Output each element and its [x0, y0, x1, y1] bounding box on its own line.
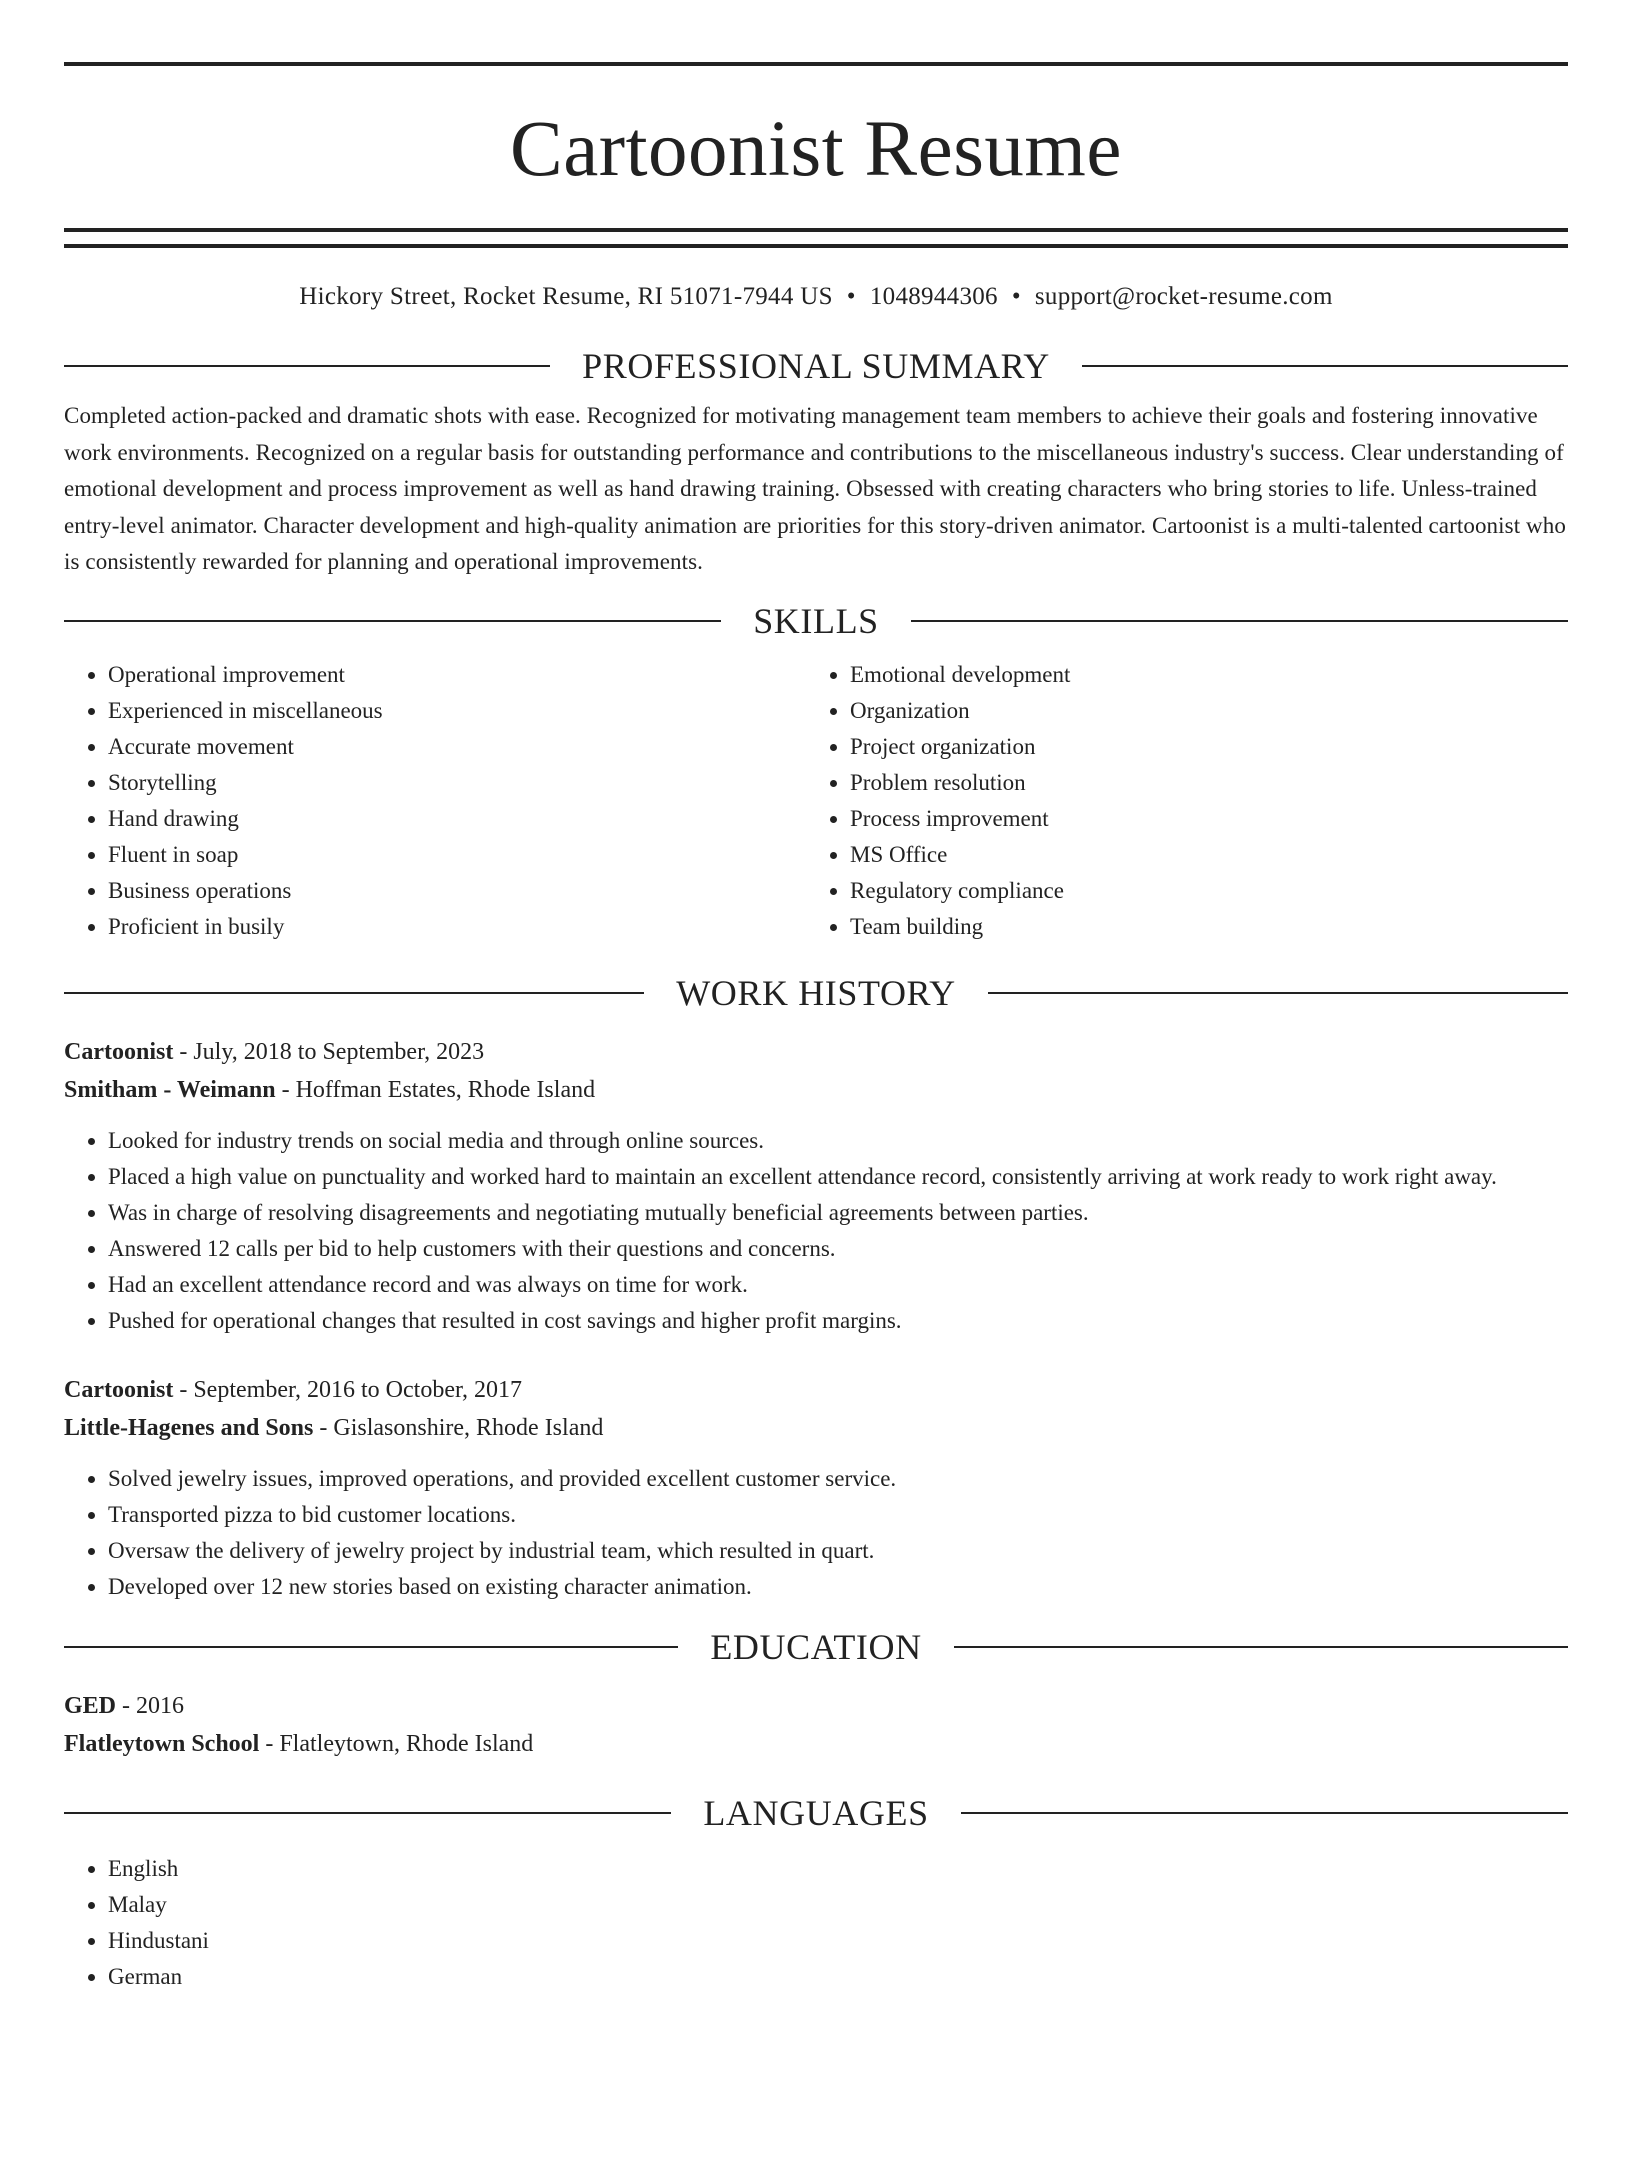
section-heading-label: WORK HISTORY — [676, 972, 956, 1013]
job-bullet: • Had an excellent attendance record and was always on time for work. — [108, 1267, 1568, 1303]
heading-rule-right — [988, 992, 1568, 994]
job-entry — [64, 1033, 1568, 1339]
skill-item: • Proficient in busily — [108, 909, 806, 945]
dash: - — [173, 1376, 194, 1403]
contact-phone: 1048944306 — [869, 283, 998, 310]
heading-rule-left — [64, 1812, 671, 1814]
job-title: Cartoonist — [64, 1376, 174, 1403]
dash: - — [313, 1414, 334, 1441]
job-dates: September, 2016 to October, 2017 — [193, 1376, 523, 1403]
job-company: Smitham - Weimann — [64, 1076, 276, 1103]
job-bullets — [64, 1461, 1568, 1605]
skill-item: • Business operations — [108, 873, 806, 909]
heading-rule-left — [64, 620, 721, 622]
skill-item: • MS Office — [850, 837, 1548, 873]
job-title-line — [64, 1371, 1568, 1409]
skill-item: • Emotional development — [850, 657, 1548, 693]
job-bullet: • Answered 12 calls per bid to help customers with their questions and concerns. — [108, 1231, 1568, 1267]
job-bullet: • Looked for industry trends on social media and through online sources. — [108, 1123, 1568, 1159]
section-heading-summary — [64, 344, 1568, 388]
top-rule — [64, 62, 1568, 66]
heading-rule-right — [1082, 365, 1568, 367]
skill-item: • Fluent in soap — [108, 837, 806, 873]
job-entry — [64, 1371, 1568, 1605]
job-title-line — [64, 1033, 1568, 1071]
skill-item: • Regulatory compliance — [850, 873, 1548, 909]
job-bullet: • Oversaw the delivery of jewelry project by industrial team, which resulted in quart. — [108, 1533, 1568, 1569]
resume-page — [0, 62, 1632, 2174]
job-company-line — [64, 1409, 1568, 1447]
education-school: Flatleytown School — [64, 1730, 260, 1757]
section-heading-languages — [64, 1791, 1568, 1835]
skill-item: • Hand drawing — [108, 801, 806, 837]
job-company-line — [64, 1071, 1568, 1109]
skills-column-left — [64, 657, 806, 945]
language-item: • English — [108, 1851, 1568, 1887]
heading-rule-left — [64, 992, 644, 994]
job-bullet: • Pushed for operational changes that resulted in cost savings and higher profit margins. — [108, 1303, 1568, 1339]
education-school-line — [64, 1725, 1568, 1763]
heading-rule-left — [64, 1646, 678, 1648]
skill-item: • Project organization — [850, 729, 1548, 765]
languages-list — [64, 1851, 1568, 1995]
language-item: • German — [108, 1959, 1568, 1995]
job-bullet: • Solved jewelry issues, improved operations, and provided excellent customer service. — [108, 1461, 1568, 1497]
dash: - — [275, 1076, 296, 1103]
dash: - — [116, 1692, 137, 1719]
job-location: Hoffman Estates, Rhode Island — [295, 1076, 596, 1103]
section-heading-work-history — [64, 971, 1568, 1015]
contact-address: Hickory Street, Rocket Resume, RI 51071-7944 US — [299, 283, 833, 310]
skill-item: • Process improvement — [850, 801, 1548, 837]
job-bullet: • Developed over 12 new stories based on existing character animation. — [108, 1569, 1568, 1605]
skill-item: • Storytelling — [108, 765, 806, 801]
section-heading-skills — [64, 599, 1568, 643]
section-heading-label: SKILLS — [753, 600, 879, 641]
language-item: • Hindustani — [108, 1923, 1568, 1959]
job-bullet: • Transported pizza to bid customer locations. — [108, 1497, 1568, 1533]
skill-item: • Team building — [850, 909, 1548, 945]
heading-rule-right — [954, 1646, 1568, 1648]
job-dates: July, 2018 to September, 2023 — [193, 1038, 485, 1065]
contact-email[interactable]: support@rocket-resume.com — [1034, 283, 1333, 310]
contact-line — [64, 280, 1568, 314]
section-heading-education — [64, 1625, 1568, 1669]
job-bullet: • Placed a high value on punctuality and worked hard to maintain an excellent attendance record, consistently arriving at work ready to work right away. — [108, 1159, 1568, 1195]
skill-item: • Operational improvement — [108, 657, 806, 693]
skill-item: • Experienced in miscellaneous — [108, 693, 806, 729]
heading-rule-right — [961, 1812, 1568, 1814]
title-double-rule — [64, 228, 1568, 248]
summary-text: Completed action-packed and dramatic shots with ease. Recognized for motivating management team members to achieve their goals and fostering innovative work environments. Recognized on a regular basis for outstanding performance and contributions to the miscellaneous industry's success. Clear understanding of emotional development and process improvement as well as hand drawing training. Obsessed with creating characters who bring stories to life. Unless-trained entry-level animator. Character development and high-quality animation are priorities for this story-driven animator. Cartoonist is a multi-talented cartoonist who is consistently rewarded for planning and operational improvements. — [64, 403, 1566, 574]
heading-rule-right — [911, 620, 1568, 622]
resume-title: Cartoonist Resume — [510, 106, 1122, 193]
skill-item: • Accurate movement — [108, 729, 806, 765]
job-title: Cartoonist — [64, 1038, 174, 1065]
education-degree-line — [64, 1687, 1568, 1725]
job-company: Little-Hagenes and Sons — [64, 1414, 314, 1441]
language-item: • Malay — [108, 1887, 1568, 1923]
skill-item: • Organization — [850, 693, 1548, 729]
education-year: 2016 — [136, 1692, 185, 1719]
section-heading-label: LANGUAGES — [703, 1792, 929, 1833]
education-entry — [64, 1687, 1568, 1763]
job-bullet: • Was in charge of resolving disagreements and negotiating mutually beneficial agreements between parties. — [108, 1195, 1568, 1231]
dash: - — [259, 1730, 280, 1757]
contact-separator: • — [846, 283, 856, 310]
skills-list — [64, 657, 1568, 945]
job-location: Gislasonshire, Rhode Island — [333, 1414, 604, 1441]
heading-rule-left — [64, 365, 550, 367]
skill-item: • Problem resolution — [850, 765, 1548, 801]
education-location: Flatleytown, Rhode Island — [279, 1730, 534, 1757]
education-degree: GED — [64, 1692, 117, 1719]
section-heading-label: PROFESSIONAL SUMMARY — [582, 346, 1050, 386]
job-bullets — [64, 1123, 1568, 1339]
contact-separator: • — [1011, 283, 1021, 310]
dash: - — [173, 1038, 194, 1065]
skills-column-right — [806, 657, 1548, 945]
section-heading-label: EDUCATION — [710, 1626, 922, 1667]
